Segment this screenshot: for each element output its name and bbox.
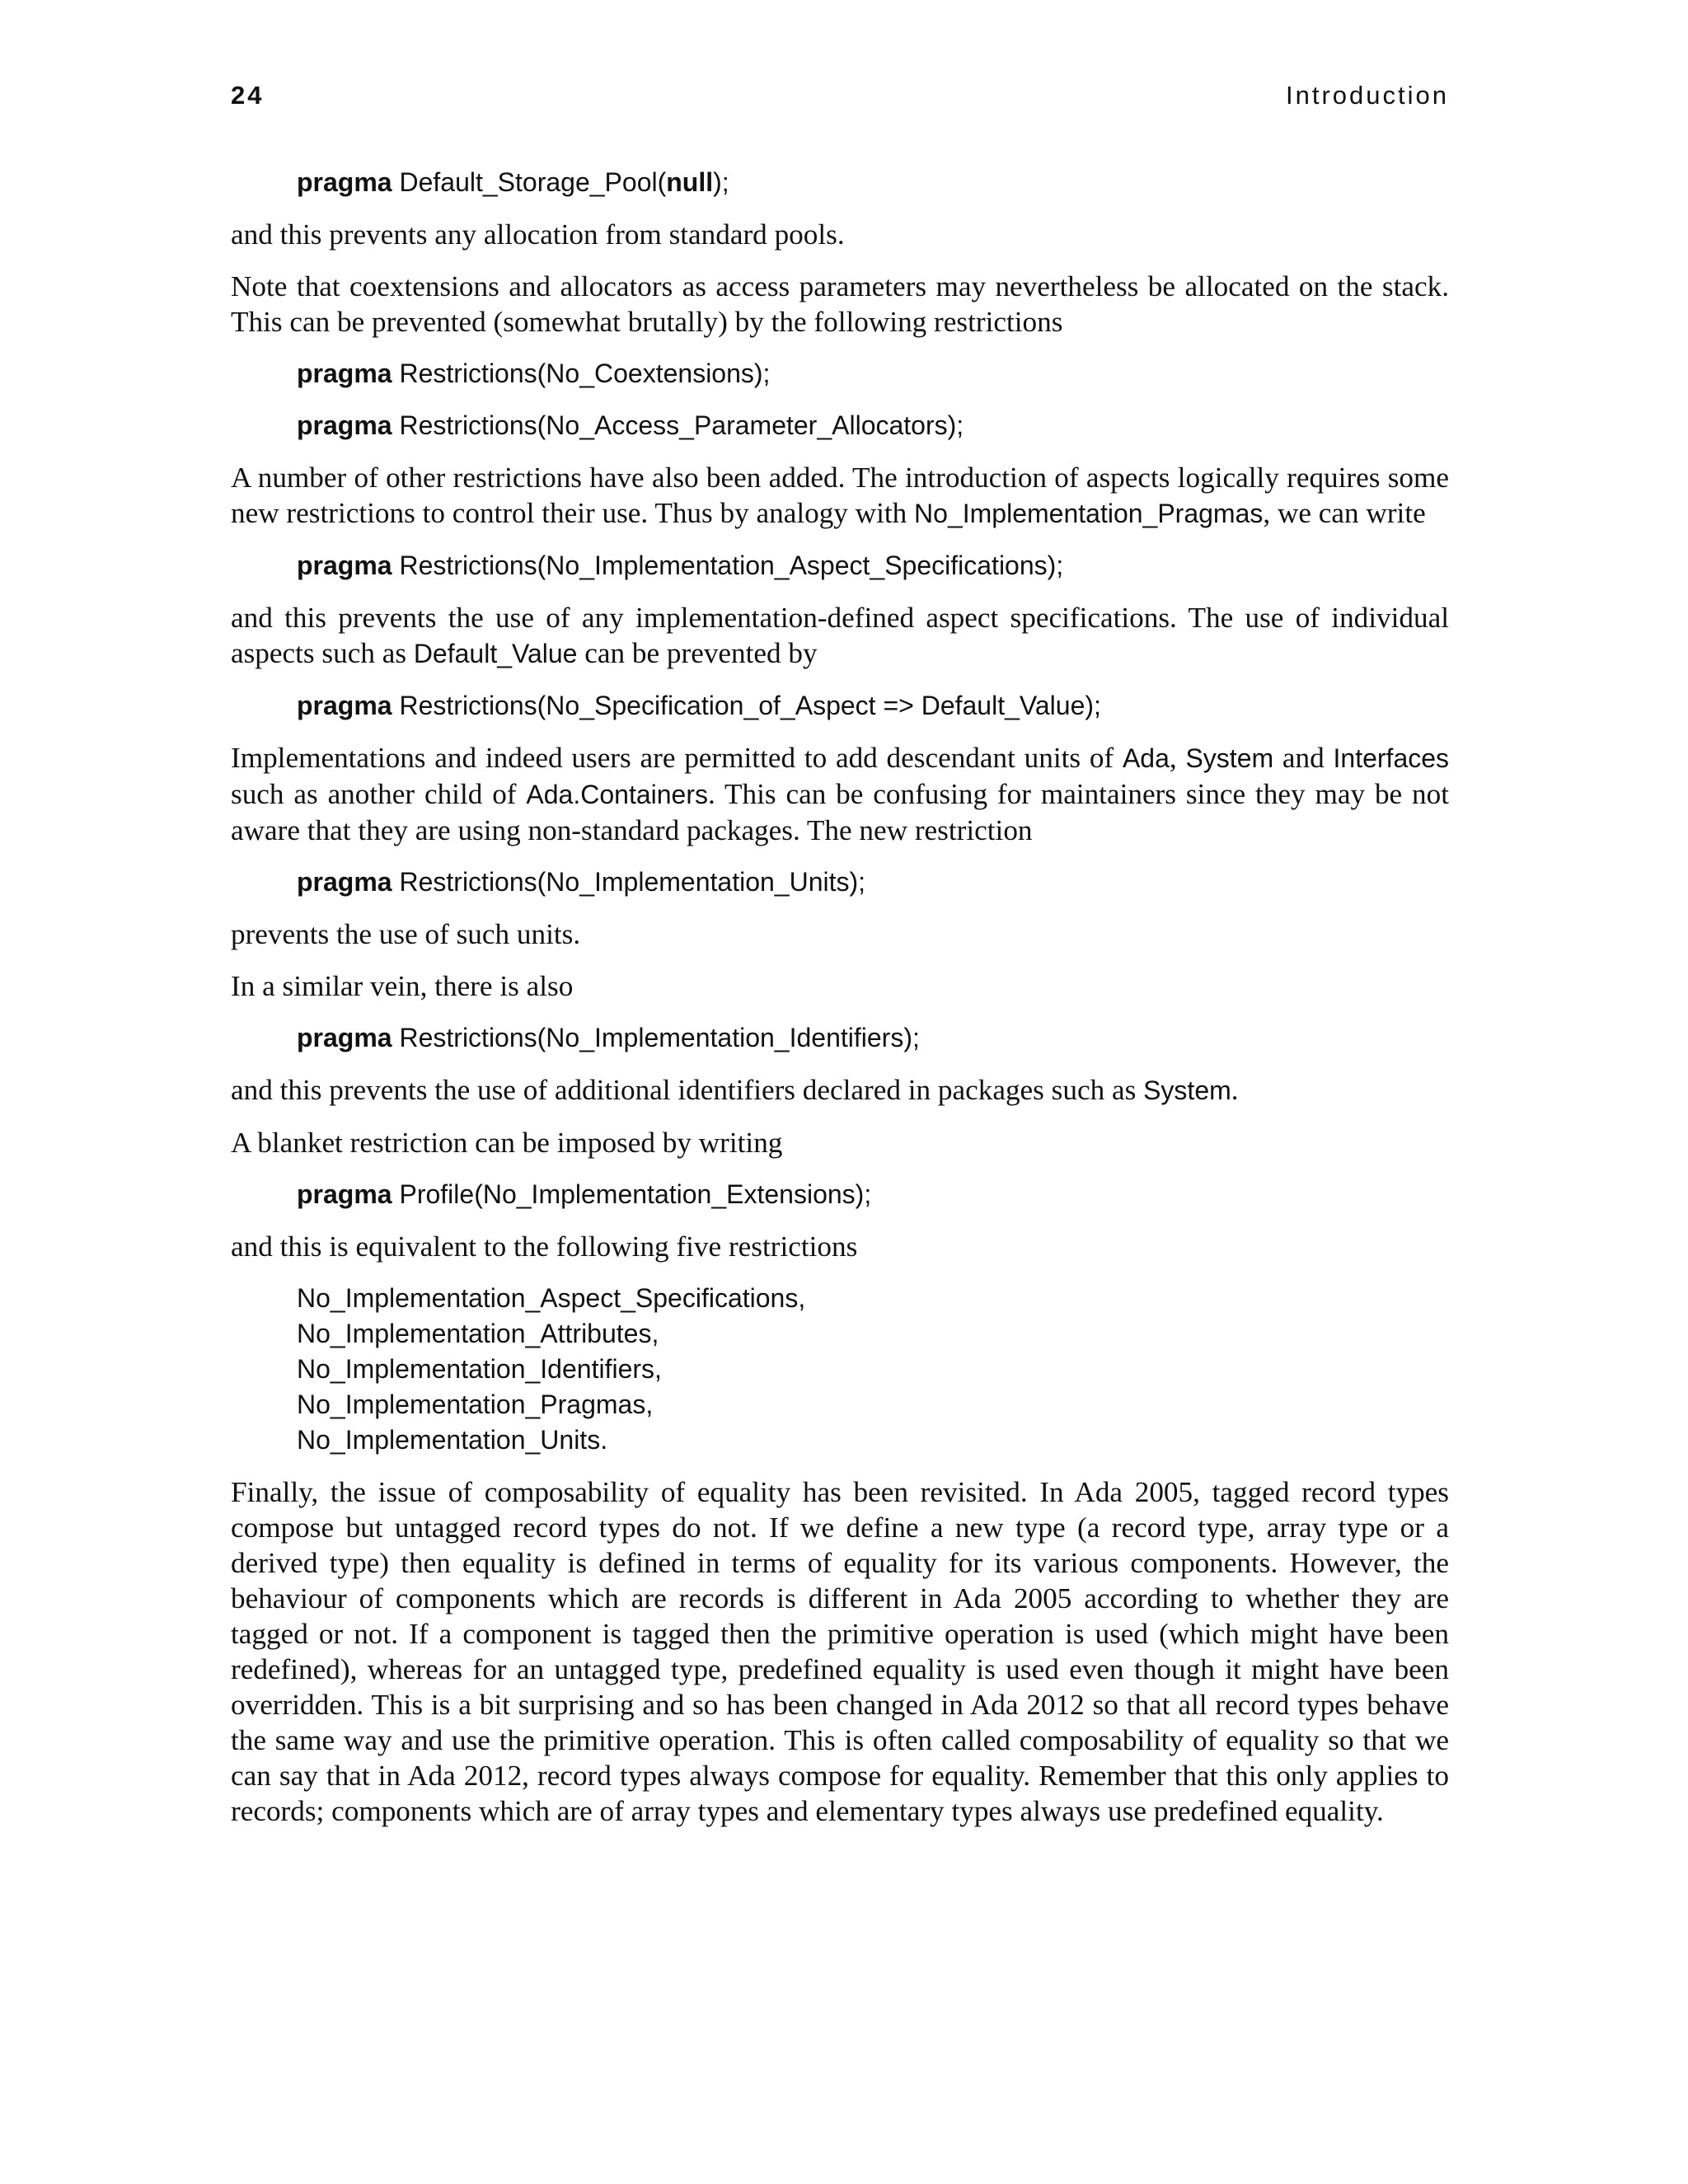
code-text: Default_Storage_Pool( <box>399 167 667 197</box>
code-text: Restrictions(No_Implementation_Identifiers); <box>399 1023 920 1052</box>
code-no-access-parameter-allocators <box>297 408 1449 443</box>
keyword: pragma <box>297 867 392 897</box>
text-run: and this prevents the use of any implementation-defined aspect specifications. The use of individual aspects such as <box>231 602 1449 669</box>
code-no-implementation-units <box>297 865 1449 900</box>
paragraph: Note that coextensions and allocators as access parameters may nevertheless be allocated on the stack. This can be prevented (somewhat brutally) by the following restrictions <box>231 270 1449 338</box>
paragraph: and this prevents any allocation from standard pools. <box>231 218 845 251</box>
text-run: can be prevented by <box>584 637 818 669</box>
inline-code: Ada <box>1122 743 1170 773</box>
restriction-item: No_Implementation_Identifiers, <box>297 1354 662 1384</box>
text-run: , we can write <box>1263 497 1426 529</box>
inline-code: Ada.Containers <box>526 780 708 809</box>
keyword: pragma <box>297 1023 392 1052</box>
inline-code: No_Implementation_Pragmas <box>914 499 1264 528</box>
keyword: null <box>666 167 714 197</box>
restriction-list <box>297 1281 1449 1458</box>
text-run: and <box>1282 742 1325 774</box>
paragraph <box>231 740 1449 848</box>
paragraph <box>231 460 1449 532</box>
inline-code: Default_Value <box>413 639 578 668</box>
code-no-specification-of-aspect <box>297 688 1449 724</box>
code-text: Restrictions(No_Implementation_Units); <box>399 867 866 897</box>
code-text: Restrictions(No_Access_Parameter_Allocators); <box>399 410 964 440</box>
keyword: pragma <box>297 1179 392 1209</box>
code-no-implementation-aspect-specifications <box>297 548 1449 583</box>
code-text: ); <box>713 167 729 197</box>
keyword: pragma <box>297 691 392 720</box>
paragraph <box>231 1072 1449 1108</box>
inline-code: Interfaces <box>1333 743 1450 773</box>
keyword: pragma <box>297 551 392 580</box>
text-run: , <box>1169 742 1177 774</box>
keyword: pragma <box>297 359 392 388</box>
inline-code: System <box>1185 743 1274 773</box>
restriction-item: No_Implementation_Units. <box>297 1425 608 1455</box>
keyword: pragma <box>297 167 392 197</box>
code-profile-no-implementation-extensions <box>297 1177 1449 1212</box>
restriction-item: No_Implementation_Aspect_Specifications, <box>297 1283 806 1313</box>
keyword: pragma <box>297 410 392 440</box>
paragraph: A blanket restriction can be imposed by writing <box>231 1127 783 1159</box>
code-text: Profile(No_Implementation_Extensions); <box>399 1179 872 1209</box>
code-no-coextensions <box>297 356 1449 391</box>
code-text: Restrictions(No_Implementation_Aspect_Specifications); <box>399 551 1064 580</box>
body-text <box>231 165 1449 1845</box>
paragraph <box>231 600 1449 672</box>
restriction-item: No_Implementation_Attributes, <box>297 1319 659 1348</box>
restriction-item: No_Implementation_Pragmas, <box>297 1390 654 1419</box>
text-run: . This can be confusing for maintainers since they may be not aware that they are using non-standard packages. The new restriction <box>231 778 1450 846</box>
inline-code: System <box>1143 1076 1231 1105</box>
code-text: Restrictions(No_Specification_of_Aspect => Default_Value); <box>399 691 1101 720</box>
text-run: . <box>1231 1074 1239 1106</box>
text-run: Implementations and indeed users are permitted to add descendant units of <box>231 742 1114 774</box>
text-run: A number of other restrictions have also been added. The introduction of aspects logically requires some new restrictions to control their use. Thus by analogy with <box>231 462 1449 529</box>
paragraph: Finally, the issue of composability of equality has been revisited. In Ada 2005, tagged record types compose but untagged record types do not. If we define a new type (a record type, array type or a derived type) then equality is defined in terms of equality for its various components. However, the behaviour of components which are records is different in Ada 2005 according to whether they are tagged or not. If a component is tagged then the primitive operation is used (which might have been redefined), whereas for an untagged type, predefined equality is used even though it might have been overridden. This is a bit surprising and so has been changed in Ada 2012 so that all record types behave the same way and use the primitive operation. This is often called composability of equality so that we can say that in Ada 2012, record types always compose for equality. Remember that this only applies to records; components which are of array types and elementary types always use predefined equality. <box>231 1476 1449 1827</box>
paragraph: prevents the use of such units. <box>231 918 581 950</box>
page-header <box>231 81 1449 115</box>
code-default-storage-pool <box>297 165 1449 200</box>
code-no-implementation-identifiers <box>297 1020 1449 1056</box>
code-text: Restrictions(No_Coextensions); <box>399 359 771 388</box>
running-head: Introduction <box>1286 81 1449 110</box>
paragraph: In a similar vein, there is also <box>231 970 574 1002</box>
paragraph: and this is equivalent to the following five restrictions <box>231 1230 858 1263</box>
text-run: and this prevents the use of additional identifiers declared in packages such as <box>231 1074 1137 1106</box>
page-number: 24 <box>231 81 265 110</box>
text-run: such as another child of <box>231 778 517 810</box>
